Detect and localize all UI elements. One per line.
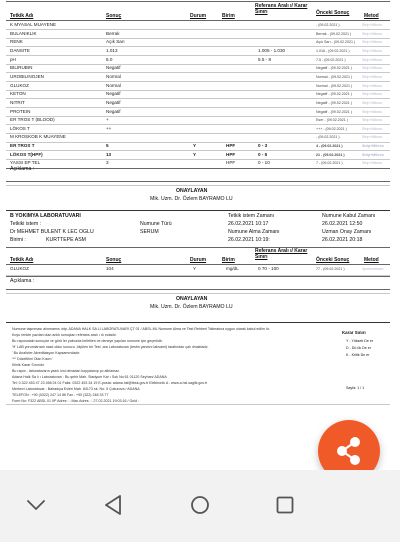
method: Strip+Mikros: [362, 23, 383, 27]
numune-alma-value: 26.02.2021 10:19:: [228, 237, 270, 243]
previous-result: 21 - (09.02.2021 ): [316, 152, 345, 157]
footer-line: Koyu renkte yazılan olan anlık sonuçları referans aralı ı dı ındadır.: [12, 333, 117, 337]
result: 6.0: [106, 56, 113, 62]
approval1-top-rule: [6, 185, 390, 186]
test-name: M KROSKOB K MUAYENE: [10, 134, 66, 140]
approval2-top-rule: [6, 293, 390, 294]
status: Y: [193, 151, 197, 157]
numune-turu-label: Numune Türü: [140, 221, 172, 227]
footer-line: Merkezi Laboratuvar : Bahadıya Evleri Mah. 84173 sk. No: 5 Çukurova / ADANA: [12, 387, 140, 391]
numune-turu-value: SERUM: [140, 229, 159, 235]
row-divider: [6, 275, 390, 276]
numune-kabul-label: Numune Kabul Zamanı: [322, 213, 376, 219]
numune-alma-label: Numune Alma Zamanı: [228, 229, 280, 235]
test-name: LÖKOS T(HPF): [10, 151, 43, 157]
legend-critical: K - Kritik De er: [346, 353, 370, 357]
method: Strip+Mikros: [362, 109, 383, 114]
status: Y: [193, 266, 197, 271]
previous-result: Berrak - (09.02.2021 ): [316, 31, 352, 36]
test-name: GLUKOZ: [10, 266, 29, 271]
test-name: PROTEIN: [10, 108, 31, 114]
table1-bottom-rule: [6, 168, 390, 169]
test-name: DANSITE: [10, 47, 30, 53]
tetkik-istem-label: Tetkiki istem :: [10, 221, 42, 227]
reference-range: 1.005 - 1.030: [258, 47, 286, 53]
status: Y: [193, 143, 197, 149]
result: 3: [106, 160, 109, 166]
result: +: [106, 117, 109, 123]
previous-result: 1.016 - (09.02.2021 ): [316, 48, 350, 53]
uzman-onay-value: 26.02.2021 20:18: [322, 237, 363, 243]
tetkik-istem-zamani-value: 26.02.2021 10:17: [228, 221, 269, 227]
test-name: LÖKOS T: [10, 125, 30, 131]
method: Strip+Mikros: [362, 92, 383, 97]
test-name: YASSI EP TEL: [10, 160, 41, 166]
chevron-down-icon[interactable]: [26, 498, 46, 512]
top-border: [6, 1, 390, 2]
approval2-title: ONAYLAYAN: [176, 296, 208, 302]
test-name: GLUKOZ: [10, 82, 29, 88]
method: Strip+Mikros: [362, 118, 383, 123]
legend-high: Y - Yüksek De er: [346, 339, 374, 343]
reference-range: 0 - 5: [258, 151, 268, 157]
method: Spektrofotom: [362, 267, 384, 271]
previous-result: Eser - (09.02.2021 ): [316, 118, 348, 123]
method: Strip+Mikros: [362, 152, 384, 157]
previous-result: Negatif - (09.02.2021 ): [316, 109, 352, 114]
footer-bottom-rule: [6, 404, 390, 405]
previous-result: - (09.02.2021 ): [316, 135, 340, 140]
result: 13: [106, 151, 112, 157]
result: Normal: [106, 73, 121, 79]
test-name: RENK: [10, 39, 23, 45]
col-method-header: Metod: [364, 13, 379, 19]
previous-result: Negatif - (09.02.2021 ): [316, 100, 352, 105]
previous-result: +++ - (09.02.2021 ): [316, 126, 347, 131]
table2-top-rule: [6, 247, 390, 248]
col-status-header-2: Durum: [190, 257, 207, 263]
footer-line: '**' Düzeltilmi Olan Kısım ': [12, 357, 54, 361]
previous-result: 7.5 - (09.02.2021 ): [316, 57, 346, 62]
numune-kabul-value: 26.02.2021 12:50: [322, 221, 363, 227]
approval1-name: Mik. Uzm. Dr. Özlem BAYRAMO LU: [150, 196, 233, 202]
result: Negatif: [106, 108, 121, 114]
col-unit-header-2: Birim: [222, 257, 235, 263]
footer-line: ' Bu Analizler Akreditasyon Kapsamındadır.: [12, 351, 81, 355]
previous-result: Negatif - (09.02.2021 ): [316, 92, 352, 97]
col-unit-header: Birim: [222, 13, 235, 19]
unit: HPF: [226, 143, 236, 149]
footer-line: Bu rapor , laboratuvarın yazılı izni olmadan kopyalanıp ço altılamaz.: [12, 369, 120, 373]
test-name: BULANIKLIK: [10, 30, 37, 36]
col-prev-header: Önceki Sonuç: [316, 10, 350, 16]
result: Normal: [106, 82, 121, 88]
col-result-header-2: Sonuç: [106, 257, 122, 263]
result: Negatif: [106, 99, 121, 105]
legend-low: D - Dü ük De er: [346, 346, 371, 350]
tetkik-istem-zamani-label: Tetkik istem Zamanı: [228, 213, 275, 219]
table1-note-rule: [6, 181, 390, 182]
method: Strip+Mikros: [362, 83, 383, 88]
test-name: UROBILINOJEN: [10, 73, 44, 79]
previous-result: Normal - (09.02.2021 ): [316, 83, 353, 88]
android-nav-bar: [0, 470, 400, 542]
previous-result: Negatif - (09.02.2021 ): [316, 66, 352, 71]
result: 104: [106, 266, 114, 271]
reference-range: 5.5 - 8: [258, 56, 272, 62]
test-name: KETON: [10, 91, 26, 97]
previous-result: - (09.02.2021 ): [316, 23, 340, 27]
footer-line: Bu raporudaki sonuçlar ve görü ler yalnızda belirtilen ve deneye yapılan numune için geçerlidir.: [12, 339, 163, 343]
previous-result: Normal - (09.02.2021 ): [316, 74, 353, 79]
approval2-name: Mik. Uzm. Dr. Özlem BAYRAMO LU: [150, 304, 233, 310]
method: Strip+Mikros: [362, 161, 383, 166]
result: 1.013: [106, 47, 118, 53]
method: Strip+Mikros: [362, 126, 383, 131]
result: Berrak: [106, 30, 120, 36]
birim-value: KURTTEPE ASM: [46, 237, 86, 243]
table1-note-label: Açıklama :: [10, 166, 35, 172]
previous-result: 77 - (09.02.2021 ): [316, 267, 345, 271]
method: Strip+Mikros: [362, 74, 383, 79]
unit: mg/dL: [226, 266, 239, 271]
col-ref-header: Referans Aralı ı/ Karar Sınırı: [255, 3, 308, 15]
back-icon[interactable]: [103, 494, 123, 516]
reference-range: 0 - 3: [258, 143, 268, 149]
col-status-header: Durum: [190, 13, 207, 19]
col-test-header-2: Tetkik Adı: [10, 257, 34, 263]
unit: HPF: [226, 151, 236, 157]
table2-note-label: Açıklama :: [10, 278, 35, 284]
footer-line: 'H' LAB yorumlarıadı nasıl olduı sonucu ,ölçülen bir Test ,ara Laboratuvarı (testin yanıtını labvami) tarafından çalı ılmaktadır.: [12, 345, 209, 349]
footer-line: TELEFON : +90 (0322) 247 14 86 Fax : +90 (322) 248 33 77: [12, 393, 109, 397]
result: ++: [106, 125, 112, 131]
footer-line: Klinik Karar Sınırıdır: [12, 363, 45, 367]
method: Strip+Mikros: [362, 48, 383, 53]
footer-top-rule: [6, 322, 390, 323]
method: Strip+Mikros: [362, 66, 383, 71]
table2-bottom-rule: [6, 276, 390, 277]
method: Strip+Mikros: [362, 57, 383, 62]
test-name: ER TROS T (BLOOD): [10, 117, 55, 123]
doctor-name: Dr MEHMET BULENT K LEC OGLU: [10, 229, 94, 235]
table-row: [0, 265, 400, 274]
col-prev-header-2: Önceki Sonuç: [316, 257, 350, 263]
previous-result: 4 - (09.02.2021 ): [316, 144, 343, 149]
result: Açık Sarı: [106, 39, 125, 45]
result: Negatif: [106, 91, 121, 97]
col-result-header: Sonuç: [106, 13, 122, 19]
method: Strip+Mikros: [362, 135, 383, 140]
previous-result: 7 - (09.02.2021 ): [316, 161, 343, 166]
birim-label: Birimi :: [10, 237, 26, 243]
reference-range: 0 70 - 100: [258, 266, 279, 271]
method: Strip+Mikros: [362, 144, 384, 149]
lab-name: B YOKIMYA LABORATUVARI: [10, 213, 81, 219]
method: Strip+Mikros: [362, 100, 383, 105]
test-name: ER TROS T: [10, 143, 35, 149]
approval1-title: ONAYLAYAN: [176, 188, 208, 194]
method: Strip+Mikros: [362, 40, 383, 45]
previous-result: Açık Sarı - (09.02.2021 ): [316, 40, 356, 45]
reference-range: 0 - 10: [258, 160, 270, 166]
footer-line: Form No: F322 ABSL 01 IIP Adres : ; Mac Adres : ; 27.02.2021 19:03:16 / Guid :: [12, 399, 140, 403]
legend-title: Karar Sınırı: [342, 330, 366, 335]
method: Strip+Mikros: [362, 31, 383, 36]
test-name: NITRIT: [10, 99, 25, 105]
col-ref-header-2: Referans Aralı ı/ Karar Sınırı: [255, 248, 308, 260]
col-method-header-2: Metod: [364, 257, 379, 263]
footer-line: Numune taşınması alınmamıs ıhtp. ADANA HALK SA LI LABORATUVARI ÇT 01 / ABSL.ML Numune Alma ve Test Rehberi Talimatına uygun olarak kabul edilm ür.: [12, 327, 270, 331]
test-name: K MYASAL MUAYENE: [10, 22, 57, 27]
uzman-onay-label: Uzman Onay Zamanı: [322, 229, 372, 235]
unit: HPF: [226, 160, 236, 166]
table2-note-rule: [6, 289, 390, 290]
footer-line: Tel: 0.322 453 47 23 458 24 01 Faks: 0322 453 34 19 E-posta: adana.hsl@tbsk.gov.tr Elektronik A : www.a.hsl.saglik.gov.tr: [12, 381, 208, 385]
result: 5: [106, 143, 109, 149]
test-name: BILIRUBIN: [10, 65, 33, 71]
recent-apps-icon[interactable]: [275, 495, 295, 515]
lab-top-rule: [6, 210, 390, 211]
page-number: Sayfa: 1 / 1: [346, 386, 365, 390]
result: Negatif: [106, 65, 121, 71]
home-icon[interactable]: [190, 495, 210, 515]
test-name: pH: [10, 56, 16, 62]
footer-line: Adana Halk Sa lı ı Laboratuvarı : Bu şehir Mah. Stadyum Kar ı Sok No:51 01120 Seyhan/ ADANA: [12, 375, 167, 379]
col-test-header: Tetkik Adı: [10, 13, 34, 19]
